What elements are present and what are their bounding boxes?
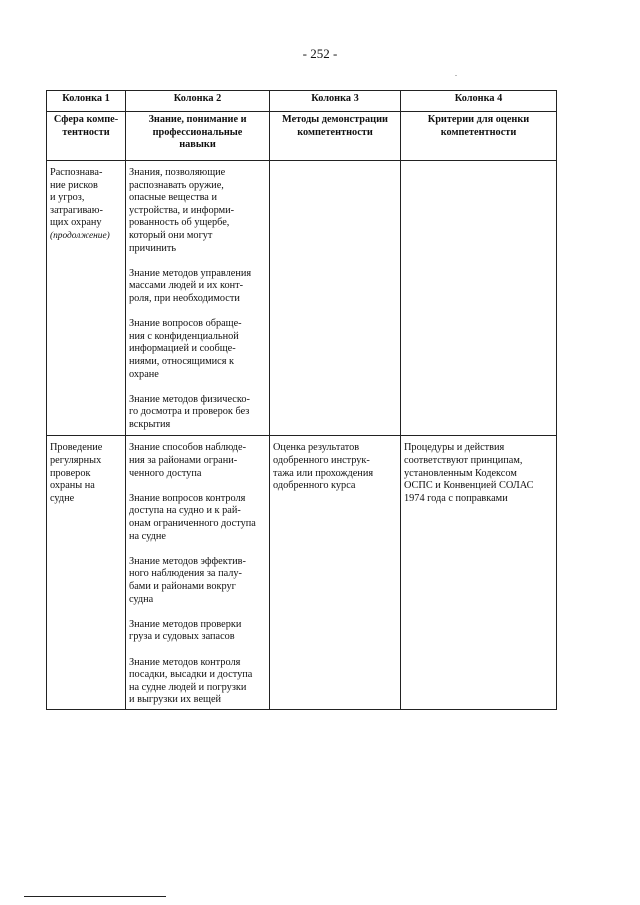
footnote-rule: [24, 896, 166, 897]
methods-cell: [270, 161, 401, 436]
column-number-row: [47, 91, 557, 112]
scan-speck: [455, 75, 457, 76]
continued-note: (продолжение): [50, 230, 110, 241]
knowledge-paragraph: Знание методов управления массами людей и их конт- роля, при необходимости: [129, 267, 252, 304]
column-number-2: Колонка 2: [126, 91, 270, 112]
header-methods: Методы демонстрации компетентности: [270, 112, 401, 161]
column-number-1: Колонка 1: [47, 91, 126, 112]
knowledge-cell: [126, 161, 270, 436]
knowledge-paragraph: Знание вопросов контроля доступа на судно и к рай- онам ограниченного доступа на судне: [129, 492, 256, 542]
header-row: [47, 112, 557, 161]
knowledge-paragraph: Знание методов эффектив- ного наблюдения за палу- бами и районами вокруг судна: [129, 555, 246, 605]
header-knowledge: Знание, понимание и профессиональные навыки: [126, 112, 270, 161]
header-criteria: Критерии для оценки компетентности: [401, 112, 557, 161]
knowledge-paragraph: Знание методов физическо- го досмотра и проверок без вскрытия: [129, 393, 250, 430]
column-number-4: Колонка 4: [401, 91, 557, 112]
knowledge-paragraph: Знание способов наблюде- ния за районами ограни- ченного доступа: [129, 442, 247, 479]
column-number-3: Колонка 3: [270, 91, 401, 112]
knowledge-cell: [126, 436, 270, 709]
criteria-cell: [401, 161, 557, 436]
table-row: [47, 436, 557, 709]
header-competence: Сфера компе- тентности: [47, 112, 126, 161]
competence-cell: Распознава- ние рисков и угроз, затрагиваю- щих охрану (продолжение): [47, 161, 126, 436]
table-row: [47, 161, 557, 436]
competence-table: [46, 90, 557, 710]
methods-cell: Оценка результатов одобренного инструк- тажа или прохождения одобренного курса: [270, 436, 401, 709]
page-number: - 252 -: [302, 46, 338, 61]
knowledge-paragraph: Знания, позволяющие распознавать оружие, опасные вещества и устройства, и информи- рованность об ущербе, который они могут причинить: [129, 167, 235, 254]
knowledge-paragraph: Знание методов контроля посадки, высадки и доступа на судне людей и погрузки и выгрузки их вещей: [129, 656, 253, 706]
knowledge-paragraph: Знание вопросов обраще- ния с конфиденциальной информацией и сообще- ниями, относящимися к охране: [129, 318, 242, 380]
criteria-cell: Процедуры и действия соответствуют принципам, установленным Кодексом ОСПС и Конвенцией СОЛАС 1974 года с поправками: [401, 436, 557, 709]
knowledge-paragraph: Знание методов проверки груза и судовых запасов: [129, 618, 242, 643]
competence-cell: Проведение регулярных проверок охраны на судне: [47, 436, 126, 709]
